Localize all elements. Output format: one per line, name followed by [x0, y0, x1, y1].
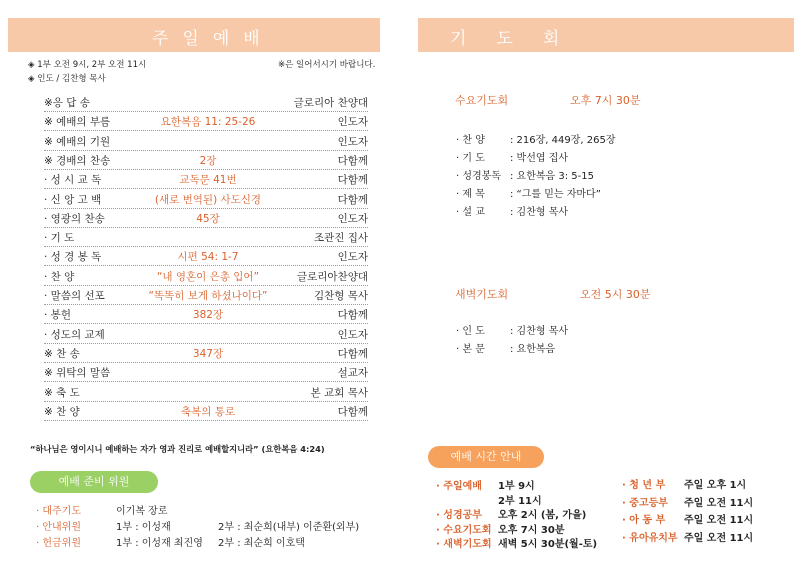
dawn-item-key: · 인 도	[456, 326, 485, 337]
order-person: 글로리아찬양대	[296, 270, 368, 283]
order-person: 다함께	[337, 405, 368, 418]
schedule-dept: · 중고등부	[622, 497, 668, 509]
committee-role: · 안내위원	[36, 522, 81, 533]
wednesday-title: 수요기도회	[455, 94, 509, 107]
order-person: 김찬형 목사	[313, 290, 368, 302]
wednesday-item-value: : 요한복음 3: 5-15	[510, 171, 594, 182]
order-label: · 성 시 교 독	[44, 174, 102, 187]
order-person: 다함께	[337, 309, 368, 322]
order-label: ※응 답 송	[44, 97, 90, 109]
wednesday-item-value: : 김찬형 목사	[510, 207, 569, 218]
order-row	[44, 111, 368, 131]
order-detail: 347장	[192, 347, 224, 360]
order-row	[44, 304, 368, 324]
committee-second: 2부 : 최순희 이호택	[218, 538, 305, 549]
wednesday-item-value: : 216장, 449장, 265장	[510, 135, 616, 146]
order-row	[44, 266, 368, 286]
wednesday-item-value: : 박선엽 집사	[510, 153, 569, 164]
order-row	[44, 208, 368, 228]
order-label: · 말씀의 선포	[44, 290, 105, 302]
order-person: 다함께	[337, 347, 368, 360]
order-row	[44, 246, 368, 266]
order-person: 다함께	[337, 193, 368, 206]
schedule-time: 1부 9시	[498, 481, 535, 492]
committee-role: · 대주기도	[36, 506, 81, 517]
sunday-service-header-band	[8, 18, 380, 52]
wednesday-item-key: · 성경봉독	[456, 171, 501, 182]
committee-first: 1부 : 이성재 최진영	[116, 538, 203, 549]
wednesday-time: 오후 7시 30분	[570, 94, 641, 107]
order-label: ※ 축 도	[44, 386, 80, 399]
stand-note: ※은 일어서시기 바랍니다.	[278, 60, 376, 70]
schedule-dept-time: 주일 오전 11시	[684, 515, 754, 526]
order-detail: 요한복음 11: 25-26	[160, 116, 256, 129]
order-row	[44, 131, 368, 151]
order-person: 인도자	[337, 116, 368, 129]
order-label: · 봉헌	[44, 309, 71, 322]
order-row	[44, 169, 368, 189]
schedule-title-pill	[428, 446, 544, 468]
wednesday-item-key: · 찬 양	[456, 135, 485, 146]
order-row	[44, 401, 368, 421]
committee-first: 이기복 장로	[116, 506, 168, 517]
order-person: 인도자	[337, 212, 368, 225]
schedule-name: · 수요기도회	[436, 524, 492, 536]
order-person: 조관진 집사	[313, 232, 368, 245]
order-person: 인도자	[337, 328, 368, 341]
order-label: ※ 예배의 기원	[44, 135, 111, 148]
schedule-dept: · 아 동 부	[622, 515, 666, 526]
order-person: 본 교회 목사	[310, 386, 368, 399]
order-person: 인도자	[337, 135, 368, 148]
scripture-quote: “하나님은 영이시니 예배하는 자가 영과 진리로 예배할지니라” (요한복음 4:24)	[30, 444, 325, 454]
order-person: 다함께	[337, 174, 368, 187]
dawn-time: 오전 5시 30분	[580, 288, 651, 301]
schedule-name: · 새벽기도회	[436, 539, 492, 550]
sunday-service-header: 주일예배	[152, 29, 274, 49]
order-row	[44, 285, 368, 305]
schedule-time: 2부 11시	[498, 495, 542, 507]
schedule-time: 오후 7시 30분	[498, 524, 565, 536]
order-row	[44, 343, 368, 363]
service-times: ◈ 1부 오전 9시, 2부 오전 11시	[28, 60, 147, 70]
order-detail: 45장	[196, 212, 220, 225]
order-person: 글로리아 찬양대	[293, 97, 368, 109]
committee-title-pill	[30, 471, 158, 493]
order-row	[44, 150, 368, 170]
order-label: · 성도의 교제	[44, 328, 105, 341]
schedule-name: · 주일예배	[436, 481, 482, 492]
wednesday-item-value: : “그를 믿는 자마다”	[510, 189, 601, 200]
schedule-time: 오후 2시 (봄, 가을)	[498, 510, 587, 521]
committee-title: 예배 준비 위원	[58, 475, 130, 488]
order-label: · 기 도	[44, 232, 75, 245]
schedule-dept: · 청 년 부	[622, 480, 666, 491]
order-detail: 382장	[192, 309, 224, 322]
schedule-name: · 성경공부	[436, 510, 482, 521]
order-person: 인도자	[337, 251, 368, 264]
order-row	[44, 92, 368, 112]
service-leader: ◈ 인도 / 김찬형 목사	[28, 74, 106, 84]
order-label: · 성 경 봉 독	[44, 251, 102, 264]
wednesday-item-key: · 제 목	[456, 189, 485, 200]
order-detail: “내 영혼이 은총 입어”	[156, 270, 260, 283]
order-label: ※ 위탁의 말씀	[44, 367, 111, 380]
order-detail: 교독문 41번	[179, 174, 237, 187]
order-person: 설교자	[337, 367, 368, 380]
schedule-dept: · 유아유치부	[622, 532, 678, 544]
order-row	[44, 189, 368, 209]
order-row	[44, 362, 368, 382]
schedule-title: 예배 시간 안내	[450, 450, 522, 463]
prayer-meeting-header-band	[418, 18, 794, 52]
schedule-dept-time: 주일 오전 11시	[684, 497, 754, 509]
order-person: 다함께	[337, 154, 368, 167]
prayer-meeting-header: 기도회	[450, 29, 590, 49]
order-detail: “똑똑히 보게 하셨나이다”	[148, 290, 268, 302]
order-row	[44, 227, 368, 247]
committee-second: 2부 : 최순희(내부) 이준환(외부)	[218, 522, 360, 533]
order-row	[44, 324, 368, 344]
committee-role: · 헌금위원	[36, 538, 81, 549]
dawn-item-key: · 본 문	[456, 344, 485, 355]
order-detail: 축복의 통로	[180, 405, 236, 418]
order-label: · 신 앙 고 백	[44, 193, 102, 206]
order-label: · 찬 양	[44, 270, 75, 283]
schedule-dept-time: 주일 오전 11시	[684, 532, 754, 544]
order-label: ※ 찬 송	[44, 347, 80, 360]
order-detail: 시편 54: 1-7	[177, 251, 239, 264]
dawn-item-value: : 김찬형 목사	[510, 326, 569, 337]
order-label: ※ 경배의 찬송	[44, 154, 111, 167]
order-label: ※ 예배의 부름	[44, 116, 111, 129]
order-label: · 영광의 찬송	[44, 212, 105, 225]
order-detail: (새로 번역된) 사도신경	[154, 193, 262, 206]
dawn-title: 새벽기도회	[455, 288, 509, 301]
order-row	[44, 382, 368, 402]
dawn-item-value: : 요한복음	[510, 344, 556, 355]
wednesday-item-key: · 설 교	[456, 207, 485, 218]
wednesday-item-key: · 기 도	[456, 153, 485, 164]
schedule-time: 새벽 5시 30분(월-토)	[498, 539, 598, 550]
schedule-dept-time: 주일 오후 1시	[684, 480, 747, 491]
order-label: ※ 찬 양	[44, 405, 80, 418]
order-detail: 2장	[199, 154, 217, 167]
committee-first: 1부 : 이성재	[116, 522, 171, 533]
